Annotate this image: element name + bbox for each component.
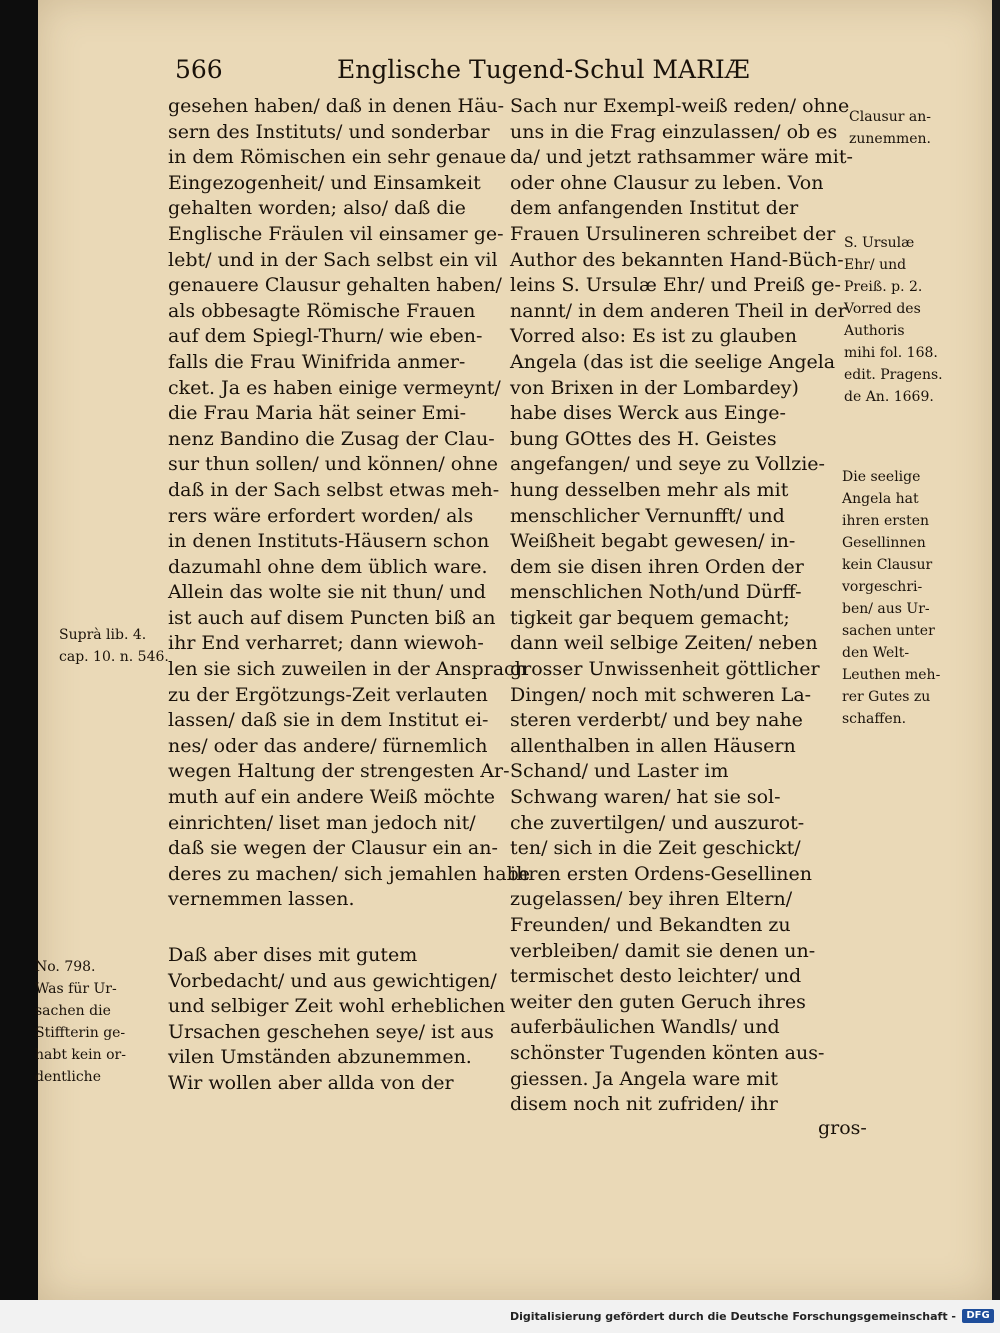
margin-note-line: Was für Ur-: [35, 981, 117, 997]
text-line: nannt/ in dem anderen Theil in der: [510, 299, 847, 322]
text-line: cket. Ja es haben einige vermeynt/: [168, 376, 501, 399]
text-line: Weißheit begabt gewesen/ in-: [510, 530, 796, 553]
text-line: in dem Römischen ein sehr genaue: [168, 146, 507, 169]
text-line: sern des Instituts/ und sonderbar: [168, 120, 490, 143]
margin-note-right-1: [849, 106, 989, 150]
margin-note-line: vorgeschri-: [842, 579, 923, 595]
margin-note-line: mihi fol. 168.: [844, 345, 938, 361]
text-line: lassen/ daß sie in dem Institut ei-: [168, 709, 489, 732]
text-line: Schand/ und Laster im: [510, 760, 729, 783]
margin-note-line: No. 798.: [35, 959, 96, 975]
text-line: lebt/ und in der Sach selbst ein vil: [168, 248, 498, 271]
text-line: nenz Bandino die Zusag der Clau-: [168, 427, 495, 450]
text-line: Angela (das ist die seelige Angela: [510, 350, 836, 373]
margin-note-right-2: [844, 232, 994, 408]
text-line: vernemmen lassen.: [168, 888, 355, 911]
text-line: deres zu machen/ sich jemahlen habe: [168, 862, 530, 885]
text-line: wegen Haltung der strengesten Ar-: [168, 760, 510, 783]
text-line: einrichten/ liset man jedoch nit/: [168, 811, 476, 834]
text-line: leins S. Ursulæ Ehr/ und Preiß ge-: [510, 274, 841, 297]
text-line: schönster Tugenden könten aus-: [510, 1041, 825, 1064]
text-line: menschlicher Vernunfft/ und: [510, 504, 785, 527]
margin-note-line: Clausur an-: [849, 109, 931, 125]
text-line: Dingen/ noch mit schweren La-: [510, 683, 812, 706]
margin-note-line: kein Clausur: [842, 557, 933, 573]
text-line: und selbiger Zeit wohl erheblichen: [168, 995, 506, 1018]
text-line: in denen Instituts-Häusern schon: [168, 530, 490, 553]
margin-note-line: Gesellinnen: [842, 535, 926, 551]
text-line: uns in die Frag einzulassen/ ob es: [510, 120, 838, 143]
text-line: Eingezogenheit/ und Einsamkeit: [168, 171, 481, 194]
text-line: falls die Frau Winifrida anmer-: [168, 350, 466, 373]
text-line: allenthalben in allen Häusern: [510, 734, 796, 757]
page-header: [175, 50, 750, 90]
text-line: termischet desto leichter/ und: [510, 965, 802, 988]
text-line: genauere Clausur gehalten haben/: [168, 274, 502, 297]
margin-note-line: edit. Pragens.: [844, 367, 943, 383]
margin-note-line: Ehr/ und: [844, 257, 907, 273]
margin-note-line: ben/ aus Ur-: [842, 601, 930, 617]
text-line: ihren ersten Ordens-Gesellinen: [510, 862, 812, 885]
text-line: Schwang waren/ hat sie sol-: [510, 786, 781, 809]
text-line: Wir wollen aber allda von der: [168, 1071, 454, 1094]
text-line: habe dises Werck aus Einge-: [510, 402, 786, 425]
text-line: menschlichen Noth/und Dürff-: [510, 581, 802, 604]
text-line: dem anfangenden Institut der: [510, 197, 799, 220]
text-line: Vorbedacht/ und aus gewichtigen/: [168, 969, 497, 992]
text-line: Daß aber dises mit gutem: [168, 944, 418, 966]
text-line: Freunden/ und Bekandten zu: [510, 914, 791, 936]
text-line: gehalten worden; also/ daß die: [168, 197, 466, 220]
margin-note-line: habt kein or-: [35, 1047, 126, 1063]
text-line: bung GOttes des H. Geistes: [510, 427, 777, 450]
text-line: oder ohne Clausur zu leben. Von: [510, 171, 824, 194]
text-line: che zuvertilgen/ und auszurot-: [510, 811, 805, 834]
margin-note-line: schaffen.: [842, 711, 907, 727]
text-line: gesehen haben/ daß in denen Häu-: [168, 95, 505, 117]
text-line: grosser Unwissenheit göttlicher: [510, 658, 820, 681]
text-line: die Frau Maria hät seiner Emi-: [168, 402, 466, 425]
margin-note-line: sachen unter: [842, 623, 935, 639]
margin-note-line: den Welt-: [842, 645, 910, 661]
left-column: [168, 94, 530, 1097]
text-line: muth auf ein andere Weiß möchte: [168, 786, 495, 809]
text-line: da/ und jetzt rathsammer wäre mit-: [510, 146, 853, 169]
text-line: dem sie disen ihren Orden der: [510, 555, 804, 578]
text-line: len sie sich zuweilen in der Ansprach: [168, 658, 527, 681]
page-number: 566: [175, 55, 223, 84]
scan-edge: [992, 0, 1000, 1300]
text-line: verbleiben/ damit sie denen un-: [510, 939, 816, 962]
margin-note-line: dentliche: [35, 1069, 101, 1085]
margin-note-line: de An. 1669.: [844, 389, 934, 405]
text-line: steren verderbt/ und bey nahe: [510, 709, 803, 732]
right-column: [510, 94, 862, 1118]
text-line: sur thun sollen/ und können/ ohne: [168, 453, 498, 476]
left-paragraph-1: [168, 94, 530, 913]
text-line: angefangen/ und seye zu Vollzie-: [510, 453, 825, 476]
text-line: als obbesagte Römische Frauen: [168, 299, 476, 322]
margin-note-line: ihren ersten: [842, 513, 930, 529]
margin-note-right-3: [842, 466, 992, 730]
running-title: Englische Tugend-Schul MARIÆ: [337, 55, 750, 84]
footer-credit: Digitalisierung gefördert durch die Deutsche Forschungsgemeinschaft -: [509, 1310, 956, 1323]
margin-note-line: sachen die: [35, 1003, 111, 1019]
text-line: Vorred also: Es ist zu glauben: [510, 325, 797, 348]
margin-note-line: cap. 10. n. 546.: [59, 649, 169, 665]
text-line: rers wäre erfordert worden/ als: [168, 504, 474, 527]
text-line: nes/ oder das andere/ fürnemlich: [168, 734, 488, 757]
footer-bar: [0, 1300, 1000, 1333]
text-line: ihr End verharret; dann wiewoh-: [168, 632, 484, 655]
text-line: zugelassen/ bey ihren Eltern/: [510, 888, 793, 911]
margin-note-line: Suprà lib. 4.: [59, 627, 147, 643]
margin-note-line: Die seelige: [842, 469, 921, 485]
text-line: dazumahl ohne dem üblich ware.: [168, 555, 488, 578]
text-line: weiter den guten Geruch ihres: [510, 990, 806, 1013]
margin-note-line: Leuthen meh-: [842, 667, 941, 683]
margin-note-line: Vorred des: [844, 301, 921, 317]
margin-note-line: S. Ursulæ: [844, 235, 915, 251]
text-line: von Brixen in der Lombardey): [510, 376, 799, 399]
margin-note-left-1: [59, 624, 169, 668]
margin-note-left-2: [35, 956, 165, 1088]
text-line: Allein das wolte sie nit thun/ und: [168, 581, 486, 604]
text-line: disem noch nit zufriden/ ihr: [510, 1093, 778, 1116]
text-line: dann weil selbige Zeiten/ neben: [510, 632, 818, 655]
text-line: hung desselben mehr als mit: [510, 478, 789, 501]
dfg-logo: DFG: [962, 1309, 994, 1323]
text-line: daß in der Sach selbst etwas meh-: [168, 478, 500, 501]
margin-note-line: Stiffterin ge-: [35, 1025, 126, 1041]
text-line: vilen Umständen abzunemmen.: [168, 1046, 472, 1069]
text-line: tigkeit gar bequem gemacht;: [510, 606, 790, 629]
text-line: Sach nur Exempl-weiß reden/ ohne: [510, 95, 850, 117]
margin-note-line: Preiß. p. 2.: [844, 279, 923, 295]
margin-note-line: zunemmen.: [849, 131, 931, 147]
margin-note-line: rer Gutes zu: [842, 689, 931, 705]
text-line: Englische Fräulen vil einsamer ge-: [168, 222, 504, 245]
text-line: daß sie wegen der Clausur ein an-: [168, 837, 498, 860]
text-line: Frauen Ursulineren schreibet der: [510, 222, 836, 245]
catchword: gros-: [818, 1117, 867, 1139]
margin-note-line: Authoris: [844, 323, 905, 339]
text-line: giessen. Ja Angela ware mit: [510, 1067, 779, 1090]
text-line: Author des bekannten Hand-Büch-: [510, 248, 844, 271]
left-paragraph-2: [168, 943, 508, 1097]
text-line: ist auch auf disem Puncten biß an: [168, 606, 496, 629]
text-line: zu der Ergötzungs-Zeit verlauten: [168, 683, 488, 706]
text-line: ten/ sich in die Zeit geschickt/: [510, 837, 801, 860]
margin-note-line: Angela hat: [842, 491, 919, 507]
text-line: auf dem Spiegl-Thurn/ wie eben-: [168, 325, 483, 348]
text-line: auferbäulichen Wandls/ und: [510, 1016, 780, 1039]
text-line: Ursachen geschehen seye/ ist aus: [168, 1020, 494, 1043]
